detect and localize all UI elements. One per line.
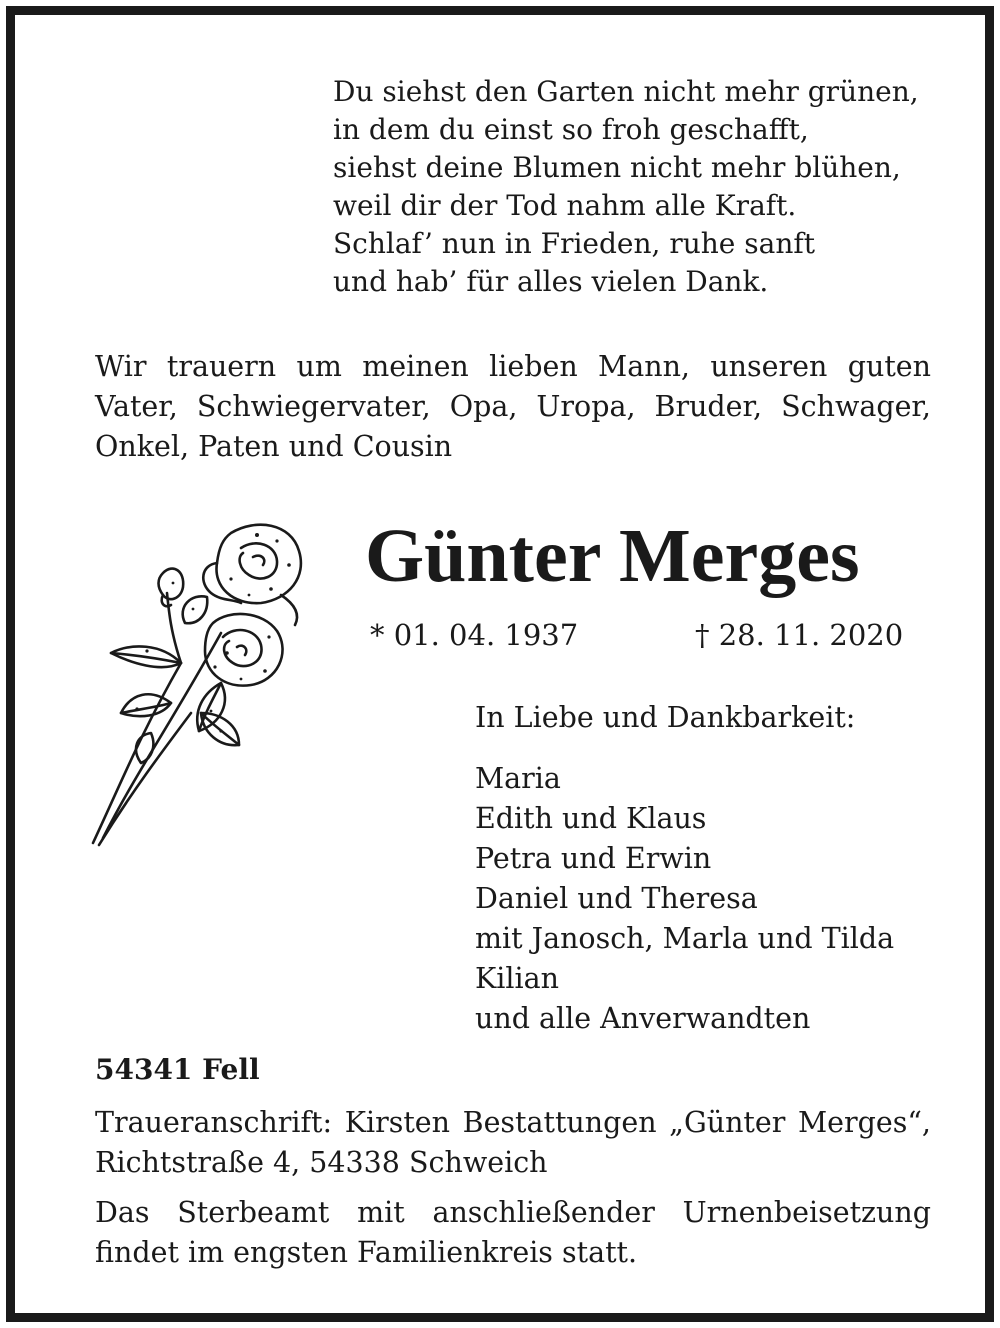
poem-line: Du siehst den Garten nicht mehr grünen, <box>333 75 919 108</box>
poem-line: siehst deine Blumen nicht mehr blühen, <box>333 151 901 184</box>
obituary-frame <box>6 6 994 1322</box>
poem-line: weil dir der Tod nahm alle Kraft. <box>333 189 797 222</box>
birth-date: * 01. 04. 1937 <box>370 618 579 652</box>
announcement-line: Vater, Schwiegervater, Opa, Uropa, Bruder, Schwager, <box>95 390 931 423</box>
mourner-name: Kilian <box>475 962 559 995</box>
mourner-name: und alle Anverwandten <box>475 1002 811 1035</box>
poem-line: in dem du einst so froh geschafft, <box>333 113 809 146</box>
condolence-address <box>95 1103 931 1183</box>
rose-illustration <box>81 513 317 853</box>
mourners-list <box>475 759 894 1039</box>
place-of-residence: 54341 Fell <box>95 1053 260 1086</box>
announcement-line: Wir trauern um meinen lieben Mann, unseren guten <box>95 350 931 383</box>
mourner-name: Maria <box>475 762 561 795</box>
funeral-note <box>95 1193 931 1273</box>
note-line: Das Sterbeamt mit anschließender Urnenbeisetzung <box>95 1196 931 1229</box>
note-line: findet im engsten Familienkreis statt. <box>95 1236 638 1269</box>
address-line: Traueranschrift: Kirsten Bestattungen „Günter Merges“, <box>95 1106 931 1139</box>
announcement-line: Onkel, Paten und Cousin <box>95 430 453 463</box>
mourner-name: Edith und Klaus <box>475 802 707 835</box>
mourner-name: Petra und Erwin <box>475 842 712 875</box>
mourner-name: Daniel und Theresa <box>475 882 758 915</box>
poem-line: und hab’ für alles vielen Dank. <box>333 265 769 298</box>
deceased-name: Günter Merges <box>365 514 860 598</box>
death-date: † 28. 11. 2020 <box>695 618 904 652</box>
mourner-name: mit Janosch, Marla und Tilda <box>475 922 895 955</box>
mourning-announcement <box>95 347 931 467</box>
address-line: Richtstraße 4, 54338 Schweich <box>95 1146 548 1179</box>
poem-line: Schlaf’ nun in Frieden, ruhe sanft <box>333 227 815 260</box>
mourners-heading: In Liebe und Dankbarkeit: <box>475 701 856 734</box>
poem <box>333 73 919 301</box>
